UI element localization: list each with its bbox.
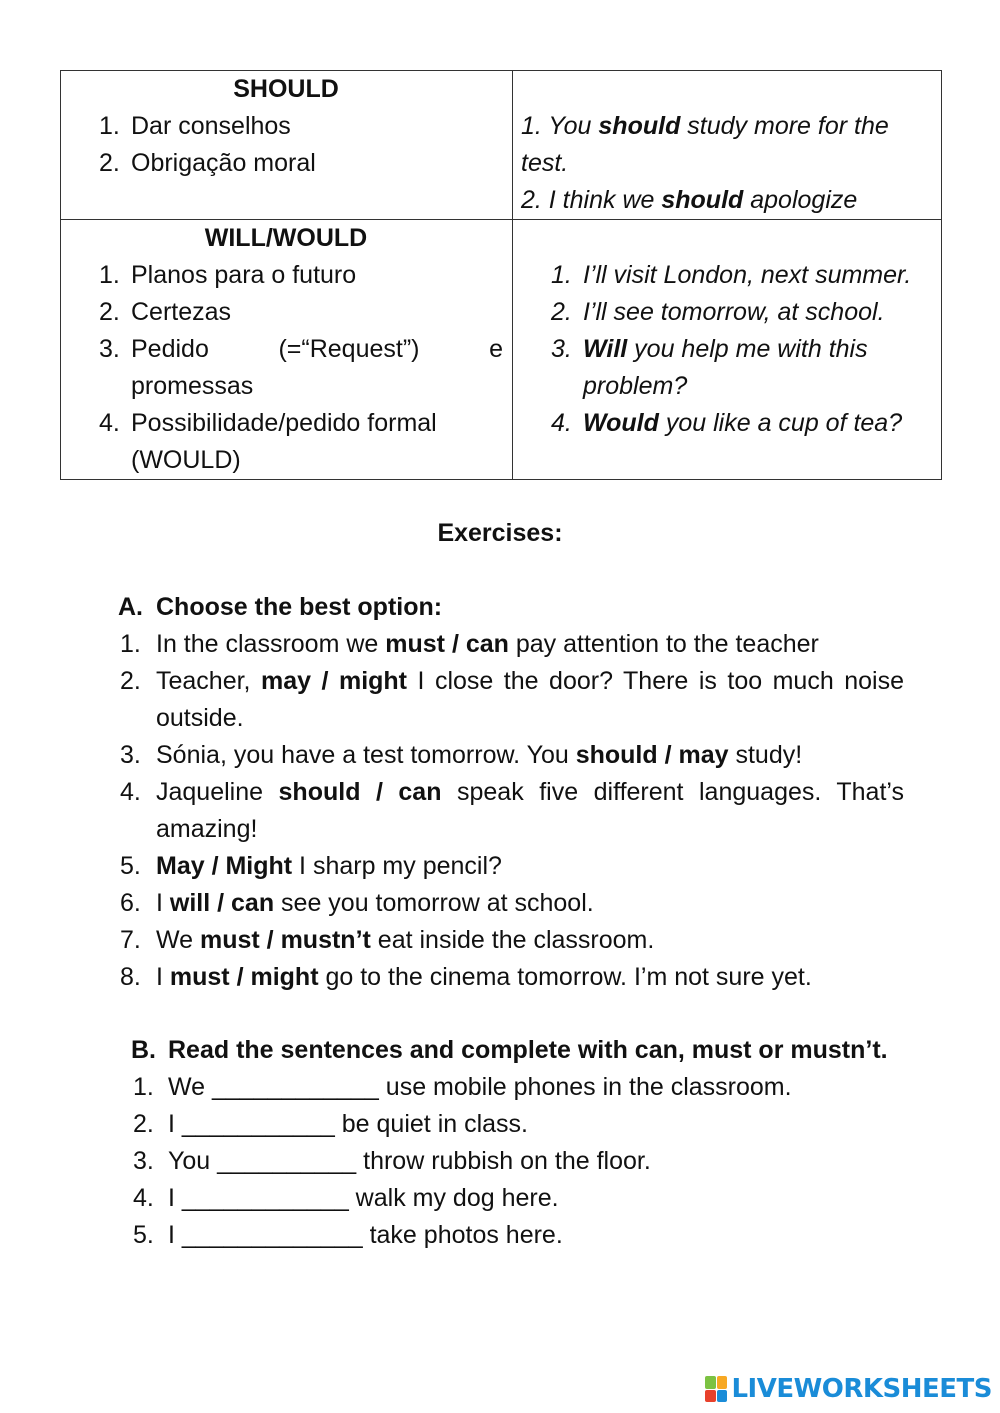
example-item: 2. I’ll see tomorrow, at school. [551, 298, 885, 326]
liveworksheets-logo [705, 1374, 992, 1404]
example-item: 4. Would you like a cup of tea? [551, 409, 903, 437]
example-item: 1. I’ll visit London, next summer. [551, 261, 912, 289]
should-examples-cell [513, 71, 942, 220]
should-title: SHOULD [233, 75, 339, 103]
exercise-item[interactable]: 1. In the classroom we must / can pay attention to the teacher [120, 630, 819, 658]
option-choice[interactable]: will / can [169, 889, 275, 917]
exercise-item[interactable]: 5. May / Might I sharp my pencil? [120, 852, 502, 880]
will-would-examples-cell [513, 220, 942, 480]
section-a-items [118, 626, 904, 996]
should-row [61, 71, 942, 220]
option-choice[interactable]: should / may [575, 741, 729, 769]
will-would-row [61, 220, 942, 480]
option-choice[interactable]: should / can [278, 778, 442, 806]
example-item: 3. Will you help me with this problem? [551, 335, 868, 400]
fill-blank-item[interactable]: 1. We ____________ use mobile phones in the classroom. [133, 1073, 792, 1101]
exercise-section-b [131, 1032, 904, 1254]
rule-item: 3. Pedido (=“Request”) e [99, 335, 503, 363]
will-would-rules-cell [61, 220, 513, 480]
fill-blank-item[interactable]: 3. You __________ throw rubbish on the floor. [133, 1147, 651, 1175]
logo-mark-icon [705, 1376, 727, 1402]
exercise-item[interactable]: 6. I will / can see you tomorrow at school. [120, 889, 594, 917]
will-would-title: WILL/WOULD [204, 224, 368, 252]
option-choice[interactable]: May / Might [156, 852, 293, 880]
exercise-item[interactable]: 8. I must / might go to the cinema tomorrow. I’m not sure yet. [120, 963, 812, 991]
rule-item: 1. Dar conselhos [99, 112, 291, 140]
rule-item: 4. Possibilidade/pedido formal (WOULD) [99, 409, 437, 474]
rule-item: 2. Obrigação moral [99, 149, 316, 177]
should-example: 1. You should study more for the test. [521, 112, 889, 177]
rule-item: 1. Planos para o futuro [99, 261, 357, 289]
rule-item: 2. Certezas [99, 298, 232, 326]
exercise-item[interactable]: 2. Teacher, may / might I close the door? There is too much noise outside. [120, 667, 905, 732]
exercise-item[interactable]: 3. Sónia, you have a test tomorrow. You should / may study! [120, 741, 803, 769]
will-would-example-list [521, 257, 933, 442]
option-choice[interactable]: must / might [169, 963, 319, 991]
exercise-item[interactable]: 7. We must / mustn’t eat inside the classroom. [120, 926, 655, 954]
fill-blank-item[interactable]: 5. I _____________ take photos here. [133, 1221, 563, 1249]
exercises-heading: Exercises: [437, 519, 563, 547]
grammar-table [60, 70, 942, 480]
exercise-item[interactable]: 4. Jaqueline should / can speak five different languages. That’s amazing! [120, 778, 904, 843]
section-b-items [131, 1069, 904, 1254]
section-a-title: A. Choose the best option: [118, 593, 443, 621]
should-rule-list [99, 108, 503, 182]
should-example: 2. I think we should apologize [521, 186, 858, 214]
section-b-title: B. Read the sentences and complete with can, must or mustn’t. [131, 1036, 888, 1064]
will-would-rule-list [99, 257, 503, 479]
option-choice[interactable]: may / might [261, 667, 408, 695]
fill-blank-item[interactable]: 2. I ___________ be quiet in class. [133, 1110, 528, 1138]
rule-item-continuation: promessas [131, 372, 254, 400]
option-choice[interactable]: must / can [385, 630, 509, 658]
exercise-section-a [118, 589, 904, 996]
should-rules-cell [61, 71, 513, 220]
option-choice[interactable]: must / mustn’t [200, 926, 371, 954]
logo-text: LIVEWORKSHEETS [731, 1374, 992, 1404]
fill-blank-item[interactable]: 4. I ____________ walk my dog here. [133, 1184, 559, 1212]
